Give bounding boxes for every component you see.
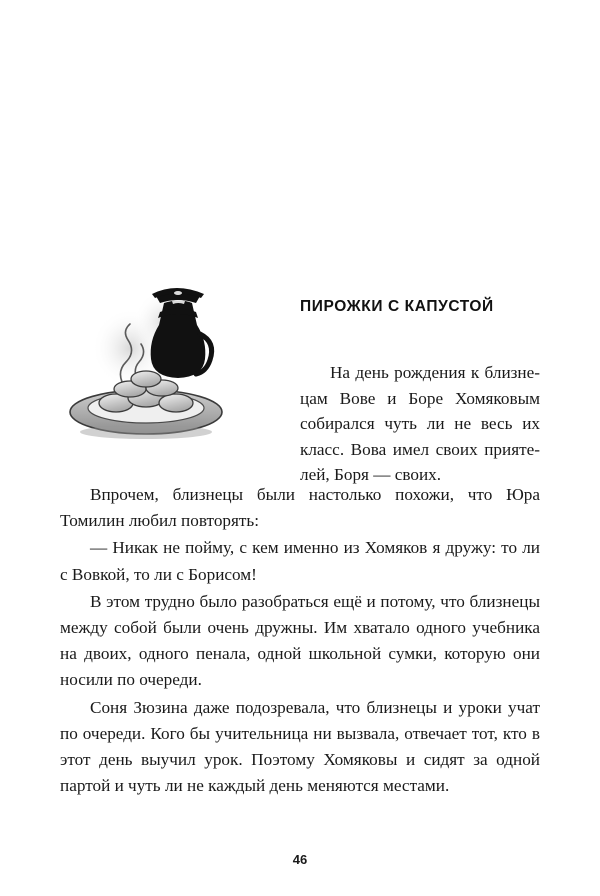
paragraph-4: В этом трудно было разобраться ещё и потому, что близнецы между собой были очень дружны. Им хватало одного учебника на двоих, одного пенала, одной школьной сумки, которую они носили по очереди. [60, 591, 540, 690]
page-content [60, 262, 540, 799]
paragraph-3: — Никак не пойму, с кем именно из Хомяков я дружу: то ли с Вовкой, то ли с Борисом! [60, 538, 540, 584]
chapter-title: ПИРОЖКИ С КАПУСТОЙ [300, 298, 494, 315]
paragraph-5: Соня Зюзина даже подозревала, что близнецы и уроки учат по очереди. Кого бы учительница ни вызвала, отвечает тот, кто в этот день выучил урок. Поэтому Хомяковы и сидят за одной партой и чуть ли не каждый день меняются местами. [60, 697, 540, 796]
paragraph-1: На день рождения к близнецам Вове и Боре Хомяковым собирался чуть ли не весь их класс. Вова имел своих приятелей, Боря — своих. [300, 363, 540, 484]
page-number: 46 [292, 852, 308, 867]
plate-of-pirozhki-with-pitcher-icon [60, 262, 260, 462]
paragraph-2: Впрочем, близнецы были настолько похожи, что Юра Томилин любил повторять: [60, 485, 540, 531]
chapter-header-block [60, 262, 540, 482]
